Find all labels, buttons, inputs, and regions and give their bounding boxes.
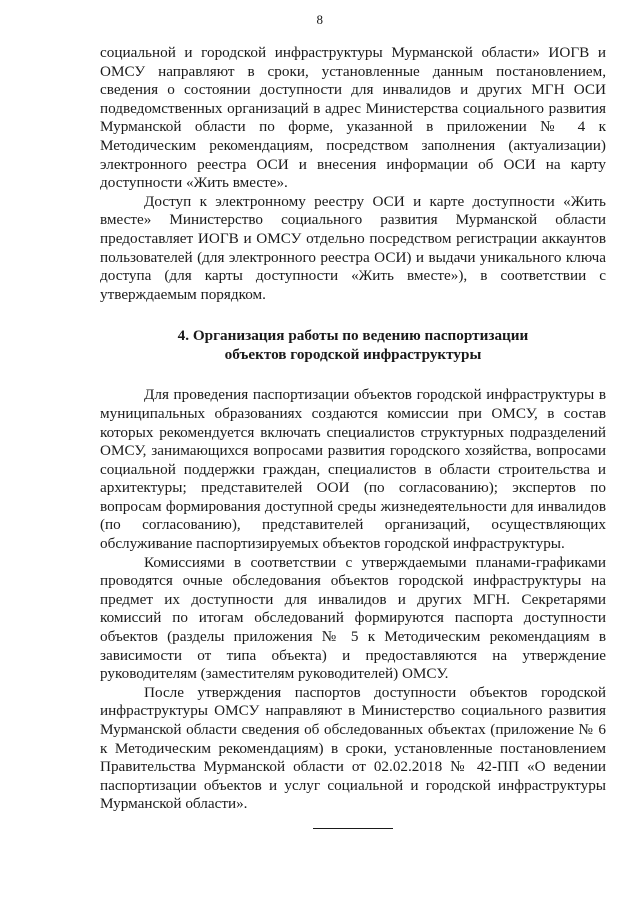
paragraph: социальной и городской инфраструктуры Мурманской области» ИОГВ и ОМСУ направляют в сроки, установленные данным постановлением, сведения о состоянии доступности для инвалидов и других МГН ОСИ подведомственных организаций в адрес Министерства социального развития Мурманской области по форме, указанной в приложении № 4 к Методическим рекомендациям, посредством заполнения (актуализации) электронного реестра ОСИ и внесения информации об ОСИ на карту доступности «Жить вместе».: [100, 44, 606, 192]
paragraph: Для проведения паспортизации объектов городской инфраструктуры в муниципальных образованиях создаются комиссии при ОМСУ, в состав которых рекомендуется включать специалистов структурных подразделений ОМСУ, занимающихся вопросами развития городского хозяйства, вопросами социальной поддержки граждан, специалистов в области строительства и архитектуры; представителей ООИ (по согласованию); экспертов по вопросам формирования доступной среды жизнедеятельности для инвалидов (по согласованию), представителей организаций, осуществляющих обслуживание паспортизируемых объектов городской инфраструктуры.: [100, 386, 606, 553]
paragraph: После утверждения паспортов доступности объектов городской инфраструктуры ОМСУ направляют в Министерство социального развития Мурманской области сведения об обследованных объектах (приложение № 6 к Методическим рекомендациям) в сроки, установленные постановлением Правительства Мурманской области от 02.02.2018 № 42-ПП «О ведении паспортизации объектов и услуг социальной и городской инфраструктуры Мурманской области».: [100, 683, 606, 813]
paragraph: Комиссиями в соответствии с утверждаемыми планами-графиками проводятся очные обследования объектов городской инфраструктуры на предмет их доступности для инвалидов и других МГН. Секретарями комиссий по итогам обследований формируются паспорта доступности объектов (разделы приложения № 5 к Методическим рекомендациям в зависимости от типа объекта) и предоставляются на утверждение руководителям (заместителям руководителей) ОМСУ.: [100, 553, 606, 683]
page-content: [100, 44, 606, 829]
section-heading-line-1: 4. Организация работы по ведению паспортизации: [177, 327, 529, 345]
section-heading-line-2: объектов городской инфраструктуры: [224, 346, 482, 364]
paragraph: Доступ к электронному реестру ОСИ и карте доступности «Жить вместе» Министерство социального развития Мурманской области предоставляет ИОГВ и ОМСУ отдельно посредством регистрации аккаунтов пользователей (для электронного реестра ОСИ) и выдачи уникального ключа доступа (для карты доступности «Жить вместе»), в соответствии с утверждаемым порядком.: [100, 192, 606, 303]
section-heading: [100, 326, 606, 364]
page-number: 8: [316, 12, 324, 27]
closing-divider: [313, 828, 393, 829]
